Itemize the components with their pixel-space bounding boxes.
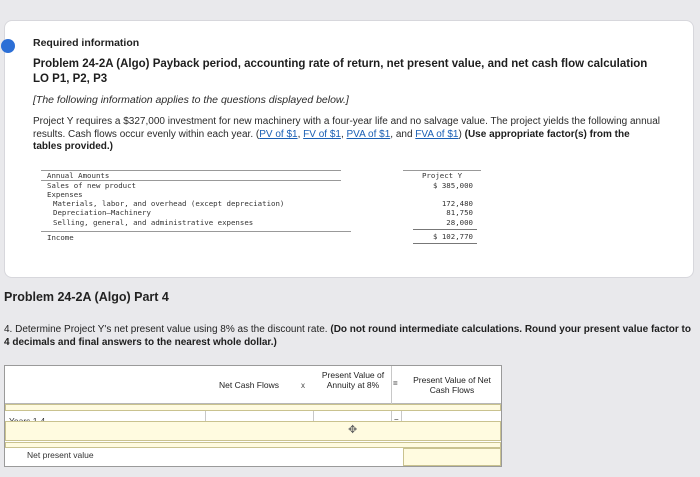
npv-input[interactable] [403, 448, 501, 466]
project-description: Project Y requires a $327,000 investment for new machinery with a four-year life and no salvage value. The project yields the following annual results. Cash flows occur evenly within each year. (PV of $1, FV of $1, PVA of $1, and FVA of $1) (Use appropriate factor(s) from the tables provided.) [33, 116, 661, 152]
status-dot-icon [1, 39, 15, 53]
annual-amounts-header: Annual Amounts [41, 170, 341, 181]
selling-value: 28,000 [446, 218, 473, 227]
equals-sign: = [393, 379, 398, 388]
materials-value: 172,480 [441, 199, 473, 208]
info-card [4, 20, 694, 278]
total-rule [413, 243, 477, 244]
depreciation-value: 81,750 [446, 208, 473, 217]
question-text: 4. Determine Project Y's net present value using 8% as the discount rate. (Do not round intermediate calculations. Round your present value factor to 4 decimals and final answers to the nearest whole dollar.) [4, 324, 691, 348]
expenses-label: Expenses [47, 190, 83, 199]
subtotal-rule [413, 229, 477, 230]
depreciation-label: Depreciation—Machinery [53, 208, 151, 217]
pv-of-1-link[interactable]: PV of $1 [259, 128, 298, 140]
fv-of-1-link[interactable]: FV of $1 [303, 128, 341, 140]
annual-amounts-table [41, 170, 481, 273]
rounding-instruction: (Do not round intermediate calculations. Round your present value factor to 4 decimals and final answers to the nearest whole dollar.) [4, 324, 691, 348]
part-title: Problem 24-2A (Algo) Part 4 [4, 290, 169, 304]
net-cash-flows-header: Net Cash Flows [219, 380, 279, 390]
annuity-factor-header: Present Value of Annuity at 8% [321, 370, 385, 390]
description-text: Project Y requires a $327,000 investment for new machinery with a four-year life and no salvage value. The project yields the following annual results. Cash flows occur evenly within each year. ( [33, 116, 661, 140]
required-information-title: Required information [33, 37, 140, 49]
project-y-header: Project Y [403, 170, 481, 180]
spacer-row [5, 404, 501, 411]
move-cursor-icon: ✥ [348, 424, 358, 436]
pva-of-1-link[interactable]: PVA of $1 [346, 128, 391, 140]
income-value: $ 102,770 [432, 232, 473, 241]
materials-label: Materials, labor, and overhead (except depreciation) [53, 199, 285, 208]
fva-of-1-link[interactable]: FVA of $1 [415, 128, 459, 140]
times-sign: x [301, 381, 305, 390]
problem-title: Problem 24-2A (Algo) Payback period, accounting rate of return, net present value, and net cash flow calculation LO P1, P2, P3 [33, 58, 648, 85]
sales-label: Sales of new product [47, 181, 136, 190]
selling-label: Selling, general, and administrative expenses [53, 218, 254, 227]
factor-instruction: (Use appropriate factor(s) from the tables provided.) [33, 128, 630, 152]
npv-label: Net present value [27, 450, 94, 460]
info-note: [The following information applies to the questions displayed below.] [33, 94, 349, 106]
npv-table-header [5, 366, 501, 404]
income-label: Income [41, 231, 351, 242]
sales-value: $ 385,000 [432, 181, 473, 190]
npv-table [4, 365, 502, 467]
cash-flow-input[interactable] [5, 421, 501, 441]
present-value-header: Present Value of Net Cash Flows [413, 375, 491, 395]
